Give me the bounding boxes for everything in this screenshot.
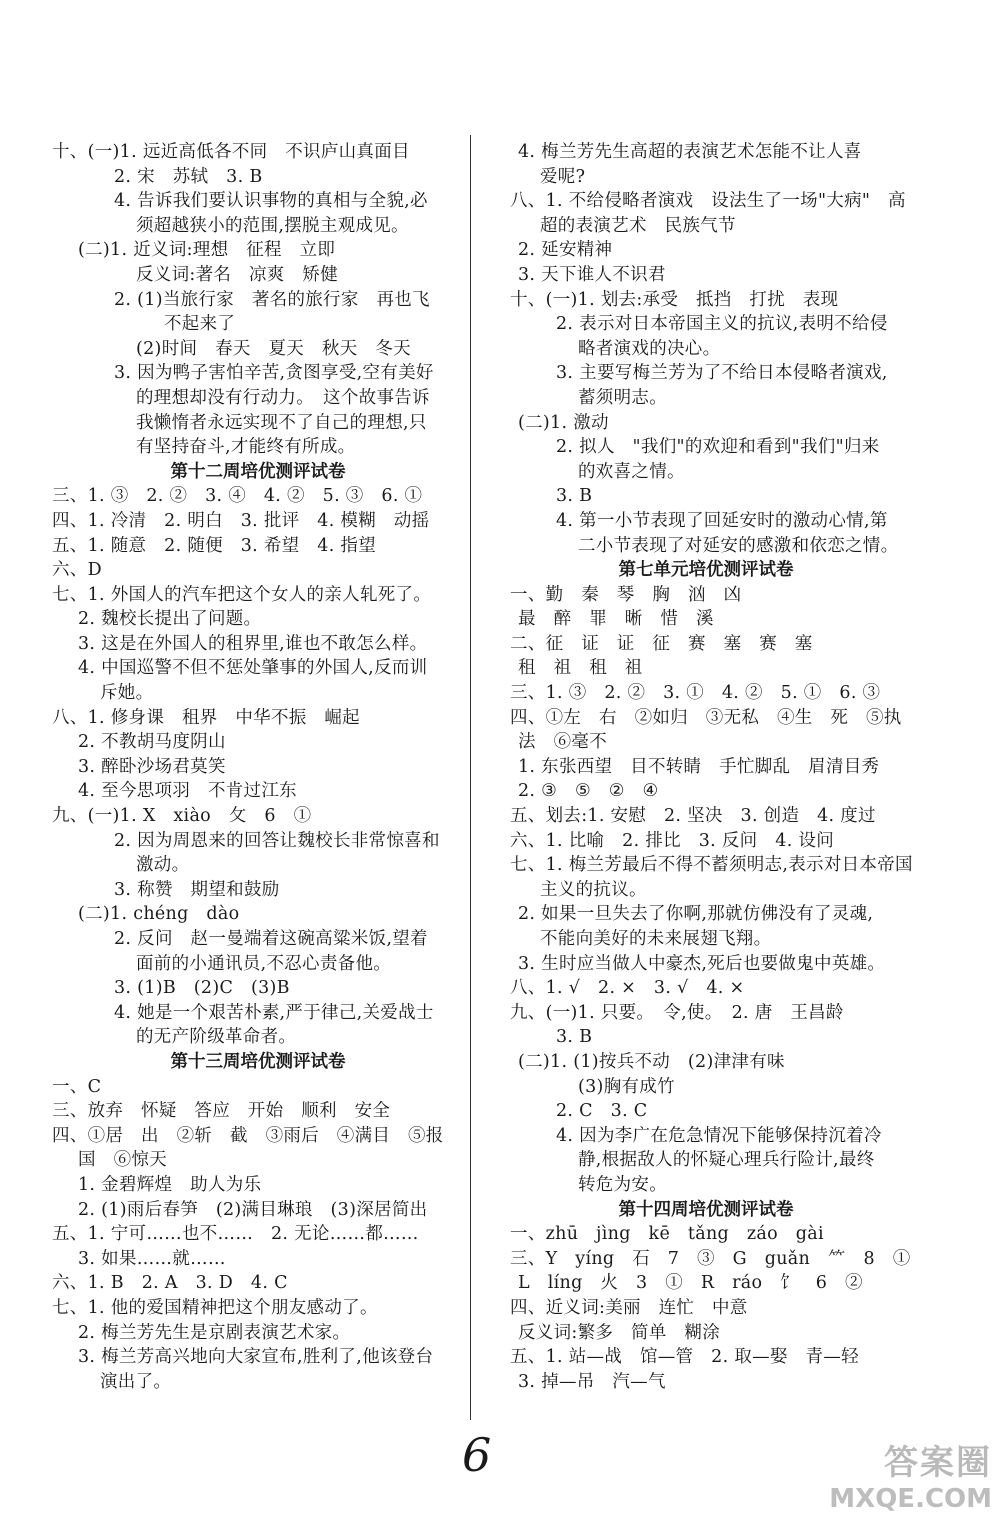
answer-line: (二)1. 激动 <box>518 412 609 433</box>
answer-line: 七、1. 外国人的汽车把这个女人的亲人轧死了。 <box>52 584 432 605</box>
watermark-url: MXQE.COM <box>829 1484 992 1514</box>
answer-line: 十、(一)1. 远近高低各不同 不识庐山真面目 <box>52 142 410 162</box>
answer-line: 3. 因为鸭子害怕辛苦,贪图享受,空有美好 <box>114 363 434 384</box>
answer-line: 2. 表示对日本帝国主义的抗议,表明不给侵 <box>556 314 888 335</box>
answer-line: 的理想却没有行动力。 这个故事告诉 <box>136 387 430 408</box>
answer-line: 4. 梅兰芳先生高超的表演艺术怎能不让人喜 <box>518 142 862 162</box>
answer-line: 略者演戏的决心。 <box>578 338 721 359</box>
answer-line: 八、1. 不给侵略者演戏 设法生了一场"大病" 高 <box>510 191 906 212</box>
answer-line: 三、1. ③ 2. ② 3. ① 4. ② 5. ① 6. ③ <box>510 683 881 704</box>
answer-line: 五、1. 宁可……也不…… 2. 无论……都…… <box>52 1224 419 1245</box>
answer-line: 2. 不教胡马度阴山 <box>78 732 226 753</box>
answer-line: 主义的抗议。 <box>540 879 647 900</box>
watermark-logo: 答案圈 <box>884 1443 992 1483</box>
answer-line: 面前的小通讯员,不忍心责备他。 <box>136 953 392 974</box>
answer-line: 2. ③ ⑤ ② ④ <box>518 781 659 802</box>
answer-line: 3. 醉卧沙场君莫笑 <box>78 756 226 777</box>
answer-line: 八、1. √ 2. × 3. √ 4. × <box>510 978 745 999</box>
answer-line: (二)1. (1)按兵不动 (2)津津有味 <box>518 1051 785 1072</box>
answer-line: 3. (1)B (2)C (3)B <box>114 978 290 999</box>
answer-line: 爱呢? <box>540 166 586 187</box>
answer-line: 2. 因为周恩来的回答让魏校长非常惊喜和 <box>114 830 440 851</box>
answer-line: 2. (1)当旅行家 著名的旅行家 再也飞 <box>114 289 430 310</box>
answer-line: 一、C <box>52 1076 102 1097</box>
answer-line: 3. B <box>556 1027 593 1048</box>
answer-line: 1. 金碧辉煌 助人为乐 <box>78 1174 262 1195</box>
answer-line: (3)胸有成竹 <box>578 1076 675 1097</box>
answer-line: 九、(一)1. X xiào 攵 6 ① <box>52 806 312 827</box>
answer-line: 3. 这是在外国人的租界里,谁也不敢怎么样。 <box>78 633 428 654</box>
section-heading: 第十四周培优测评试卷 <box>618 1199 794 1220</box>
answer-line: 的欢喜之情。 <box>578 461 685 482</box>
answer-line: 国 ⑥惊天 <box>78 1150 167 1171</box>
answer-line: 2. 反问 赵一曼端着这碗高粱米饭,望着 <box>114 929 428 949</box>
answer-line: 3. 梅兰芳高兴地向大家宣布,胜利了,他该登台 <box>78 1347 434 1368</box>
answer-line: 五、1. 随意 2. 随便 3. 希望 4. 指望 <box>52 535 377 556</box>
answer-line: 五、1. 站—战 馆—管 2. 取—娶 青—轻 <box>510 1347 859 1368</box>
answer-line: 反义词:著名 凉爽 矫健 <box>136 264 338 285</box>
right-column <box>510 140 913 1394</box>
answer-line: 斥她。 <box>100 683 154 704</box>
answer-line: 租 祖 租 祖 <box>518 658 643 679</box>
answer-line: 3. 主要写梅兰芳为了不给日本侵略者演戏, <box>556 363 888 384</box>
section-heading: 第十二周培优测评试卷 <box>170 461 346 482</box>
answer-line: 有坚持奋斗,才能终有所成。 <box>136 437 356 458</box>
answer-line: 激动。 <box>136 855 190 876</box>
answer-line: 二、征 证 证 征 赛 塞 赛 塞 <box>510 633 813 654</box>
answer-line: 我懒惰者永远实现不了自己的理想,只 <box>136 412 427 433</box>
answer-line: 反义词:繁多 简单 糊涂 <box>518 1322 720 1343</box>
section-heading: 第七单元培优测评试卷 <box>618 560 794 581</box>
answer-line: 六、1. 比喻 2. 排比 3. 反问 4. 设问 <box>510 830 835 851</box>
answer-line: 不能向美好的未来展翅飞翔。 <box>540 929 772 949</box>
answer-line: 三、放弃 怀疑 答应 开始 顺利 安全 <box>52 1101 391 1122</box>
column-divider <box>470 135 471 1420</box>
answer-line: 一、勤 秦 琴 胸 汹 凶 <box>510 584 742 605</box>
answer-line: 不起来了 <box>164 314 236 335</box>
answer-line: 蓄须明志。 <box>578 387 667 408</box>
left-column <box>52 140 464 1394</box>
answer-line: 3. B <box>556 486 593 507</box>
answer-line: 3. 掉—吊 汽—气 <box>518 1371 666 1392</box>
answer-line: (二)1. 近义词:理想 征程 立即 <box>78 240 336 261</box>
answer-line: 4. 她是一个艰苦朴素,严于律己,关爱战士 <box>114 1002 434 1023</box>
answer-line: 2. 延安精神 <box>518 240 613 261</box>
answer-line: 法 ⑥毫不 <box>518 732 607 753</box>
answer-line: (2)时间 春天 夏天 秋天 冬天 <box>136 338 411 359</box>
answer-line: 四、近义词:美丽 连忙 中意 <box>510 1297 748 1318</box>
answer-line: 4. 告诉我们要认识事物的真相与全貌,必 <box>114 191 428 212</box>
answer-line: 3. 天下谁人不识君 <box>518 264 666 285</box>
answer-line: 2. 宋 苏轼 3. B <box>114 166 263 187</box>
answer-line: 2. 如果一旦失去了你啊,那就仿佛没有了灵魂, <box>518 904 874 925</box>
answer-line: 超的表演艺术 民族气节 <box>540 215 736 236</box>
answer-line: 十、(一)1. 划去:承受 抵挡 打扰 表现 <box>510 289 839 310</box>
answer-line: 4. 第一小节表现了回延安时的激动心情,第 <box>556 510 888 531</box>
answer-line: 六、1. B 2. A 3. D 4. C <box>52 1273 288 1294</box>
answer-line: 3. 生时应当做人中豪杰,死后也要做鬼中英雄。 <box>518 953 886 974</box>
answer-line: 2. (1)雨后春笋 (2)满目琳琅 (3)深居简出 <box>78 1199 428 1220</box>
answer-line: 1. 东张西望 目不转睛 手忙脚乱 眉清目秀 <box>518 756 880 777</box>
answer-line: 最 醉 罪 晰 惜 溪 <box>518 609 714 630</box>
page-number: 6 <box>462 1428 492 1482</box>
answer-line: 静,根据敌人的怀疑心理兵行险计,最终 <box>578 1150 875 1171</box>
answer-line: 4. 至今思项羽 不肯过江东 <box>78 781 297 802</box>
section-heading: 第十三周培优测评试卷 <box>170 1051 346 1072</box>
answer-line: 三、Y yíng 石 7 ③ G guǎn ⺮ 8 ① <box>510 1248 911 1269</box>
answer-line: 演出了。 <box>100 1371 172 1392</box>
answer-line: 九、(一)1. 只要。 令,使。 2. 唐 王昌龄 <box>510 1002 844 1023</box>
answer-line: 3. 如果……就…… <box>78 1248 226 1269</box>
answer-line: 六、D <box>52 560 102 581</box>
answer-line: 四、①居 出 ②斩 截 ③雨后 ④满目 ⑤报 <box>52 1125 444 1146</box>
answer-line: 二小节表现了对延安的感激和依恋之情。 <box>578 535 899 556</box>
answer-line: 八、1. 修身课 租界 中华不振 崛起 <box>52 707 360 728</box>
answer-line: 2. 魏校长提出了问题。 <box>78 609 262 630</box>
answer-line: (二)1. chéng dào <box>78 904 240 925</box>
answer-line: 4. 中国巡警不但不惩处肇事的外国人,反而训 <box>78 658 428 679</box>
answer-line: 2. C 3. C <box>556 1101 648 1122</box>
answer-line: 须超越狭小的范围,摆脱主观成见。 <box>136 215 409 236</box>
answer-line: 五、划去:1. 安慰 2. 坚决 3. 创造 4. 度过 <box>510 806 876 827</box>
watermark <box>829 1435 992 1514</box>
answer-line: 一、zhū jìng kē tǎng záo gài <box>510 1224 824 1245</box>
answer-line: 的无产阶级革命者。 <box>136 1027 297 1048</box>
answer-line: 七、1. 他的爱国精神把这个朋友感动了。 <box>52 1297 378 1318</box>
answer-line: 3. 称赞 期望和鼓励 <box>114 879 280 900</box>
answer-line: L líng 火 3 ① R ráo 饣 6 ② <box>518 1273 863 1294</box>
answer-line: 2. 拟人 "我们"的欢迎和看到"我们"归来 <box>556 437 880 458</box>
answer-line: 2. 梅兰芳先生是京剧表演艺术家。 <box>78 1322 351 1343</box>
answer-line: 三、1. ③ 2. ② 3. ④ 4. ② 5. ③ 6. ① <box>52 486 423 507</box>
answer-line: 四、①左 右 ②如归 ③无私 ④生 死 ⑤执 <box>510 707 902 728</box>
answer-line: 四、1. 冷清 2. 明白 3. 批评 4. 模糊 动摇 <box>52 510 430 531</box>
answer-line: 转危为安。 <box>578 1174 667 1195</box>
answer-line: 4. 因为李广在危急情况下能够保持沉着冷 <box>556 1125 882 1146</box>
answer-line: 七、1. 梅兰芳最后不得不蓄须明志,表示对日本帝国 <box>510 855 913 876</box>
